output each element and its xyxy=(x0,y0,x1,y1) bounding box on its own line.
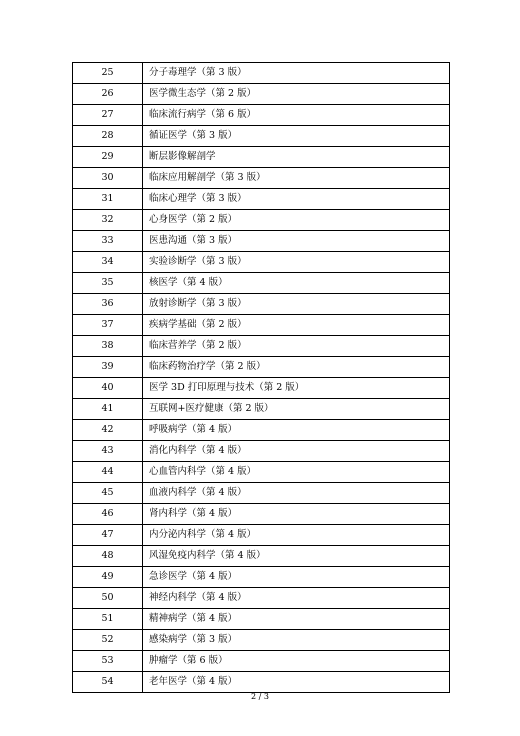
row-number-cell: 40 xyxy=(73,378,143,399)
row-number-cell: 42 xyxy=(73,420,143,441)
book-title-cell: 呼吸病学（第 4 版） xyxy=(143,420,450,441)
table-row xyxy=(73,504,450,525)
book-title-cell: 老年医学（第 4 版） xyxy=(143,672,450,693)
table-row xyxy=(73,420,450,441)
row-number-cell: 46 xyxy=(73,504,143,525)
table-row xyxy=(73,147,450,168)
book-title-cell: 精神病学（第 4 版） xyxy=(143,609,450,630)
row-number-cell: 31 xyxy=(73,189,143,210)
book-title-cell: 神经内科学（第 4 版） xyxy=(143,588,450,609)
row-number-cell: 25 xyxy=(73,63,143,84)
row-number-cell: 54 xyxy=(73,672,143,693)
book-list-table xyxy=(72,62,450,693)
table-row xyxy=(73,462,450,483)
row-number-cell: 43 xyxy=(73,441,143,462)
table-row xyxy=(73,252,450,273)
book-title-cell: 断层影像解剖学 xyxy=(143,147,450,168)
table-row xyxy=(73,441,450,462)
table-row xyxy=(73,336,450,357)
book-title-cell: 医患沟通（第 3 版） xyxy=(143,231,450,252)
row-number-cell: 28 xyxy=(73,126,143,147)
row-number-cell: 41 xyxy=(73,399,143,420)
page-number: 2 / 3 xyxy=(251,692,269,701)
book-title-cell: 肾内科学（第 4 版） xyxy=(143,504,450,525)
table-row xyxy=(73,84,450,105)
row-number-cell: 30 xyxy=(73,168,143,189)
table-row xyxy=(73,105,450,126)
book-title-cell: 医学微生态学（第 2 版） xyxy=(143,84,450,105)
row-number-cell: 47 xyxy=(73,525,143,546)
book-list-body xyxy=(73,63,450,693)
table-row xyxy=(73,378,450,399)
table-row xyxy=(73,315,450,336)
row-number-cell: 37 xyxy=(73,315,143,336)
table-row xyxy=(73,399,450,420)
table-row xyxy=(73,651,450,672)
book-title-cell: 风湿免疫内科学（第 4 版） xyxy=(143,546,450,567)
table-row xyxy=(73,189,450,210)
table-row xyxy=(73,294,450,315)
row-number-cell: 36 xyxy=(73,294,143,315)
row-number-cell: 33 xyxy=(73,231,143,252)
row-number-cell: 52 xyxy=(73,630,143,651)
row-number-cell: 27 xyxy=(73,105,143,126)
book-title-cell: 急诊医学（第 4 版） xyxy=(143,567,450,588)
row-number-cell: 38 xyxy=(73,336,143,357)
table-row xyxy=(73,168,450,189)
book-title-cell: 心血管内科学（第 4 版） xyxy=(143,462,450,483)
book-title-cell: 分子毒理学（第 3 版） xyxy=(143,63,450,84)
book-title-cell: 临床营养学（第 2 版） xyxy=(143,336,450,357)
table-row xyxy=(73,483,450,504)
book-title-cell: 核医学（第 4 版） xyxy=(143,273,450,294)
book-title-cell: 临床心理学（第 3 版） xyxy=(143,189,450,210)
book-title-cell: 放射诊断学（第 3 版） xyxy=(143,294,450,315)
row-number-cell: 29 xyxy=(73,147,143,168)
book-title-cell: 血液内科学（第 4 版） xyxy=(143,483,450,504)
book-title-cell: 内分泌内科学（第 4 版） xyxy=(143,525,450,546)
book-title-cell: 医学 3D 打印原理与技术（第 2 版） xyxy=(143,378,450,399)
book-title-cell: 临床药物治疗学（第 2 版） xyxy=(143,357,450,378)
table-row xyxy=(73,126,450,147)
table-row xyxy=(73,672,450,693)
row-number-cell: 49 xyxy=(73,567,143,588)
row-number-cell: 44 xyxy=(73,462,143,483)
book-title-cell: 肿瘤学（第 6 版） xyxy=(143,651,450,672)
table-row xyxy=(73,567,450,588)
table-row xyxy=(73,231,450,252)
row-number-cell: 34 xyxy=(73,252,143,273)
table-row xyxy=(73,357,450,378)
table-row xyxy=(73,63,450,84)
table-row xyxy=(73,525,450,546)
row-number-cell: 51 xyxy=(73,609,143,630)
book-title-cell: 心身医学（第 2 版） xyxy=(143,210,450,231)
row-number-cell: 39 xyxy=(73,357,143,378)
book-title-cell: 疾病学基础（第 2 版） xyxy=(143,315,450,336)
table-row xyxy=(73,609,450,630)
table-row xyxy=(73,630,450,651)
book-title-cell: 互联网+医疗健康（第 2 版） xyxy=(143,399,450,420)
book-title-cell: 消化内科学（第 4 版） xyxy=(143,441,450,462)
row-number-cell: 26 xyxy=(73,84,143,105)
table-row xyxy=(73,210,450,231)
row-number-cell: 35 xyxy=(73,273,143,294)
row-number-cell: 53 xyxy=(73,651,143,672)
book-title-cell: 临床流行病学（第 6 版） xyxy=(143,105,450,126)
book-title-cell: 实验诊断学（第 3 版） xyxy=(143,252,450,273)
book-title-cell: 感染病学（第 3 版） xyxy=(143,630,450,651)
row-number-cell: 32 xyxy=(73,210,143,231)
table-row xyxy=(73,546,450,567)
row-number-cell: 45 xyxy=(73,483,143,504)
row-number-cell: 50 xyxy=(73,588,143,609)
table-row xyxy=(73,588,450,609)
book-title-cell: 循证医学（第 3 版） xyxy=(143,126,450,147)
book-title-cell: 临床应用解剖学（第 3 版） xyxy=(143,168,450,189)
row-number-cell: 48 xyxy=(73,546,143,567)
table-row xyxy=(73,273,450,294)
